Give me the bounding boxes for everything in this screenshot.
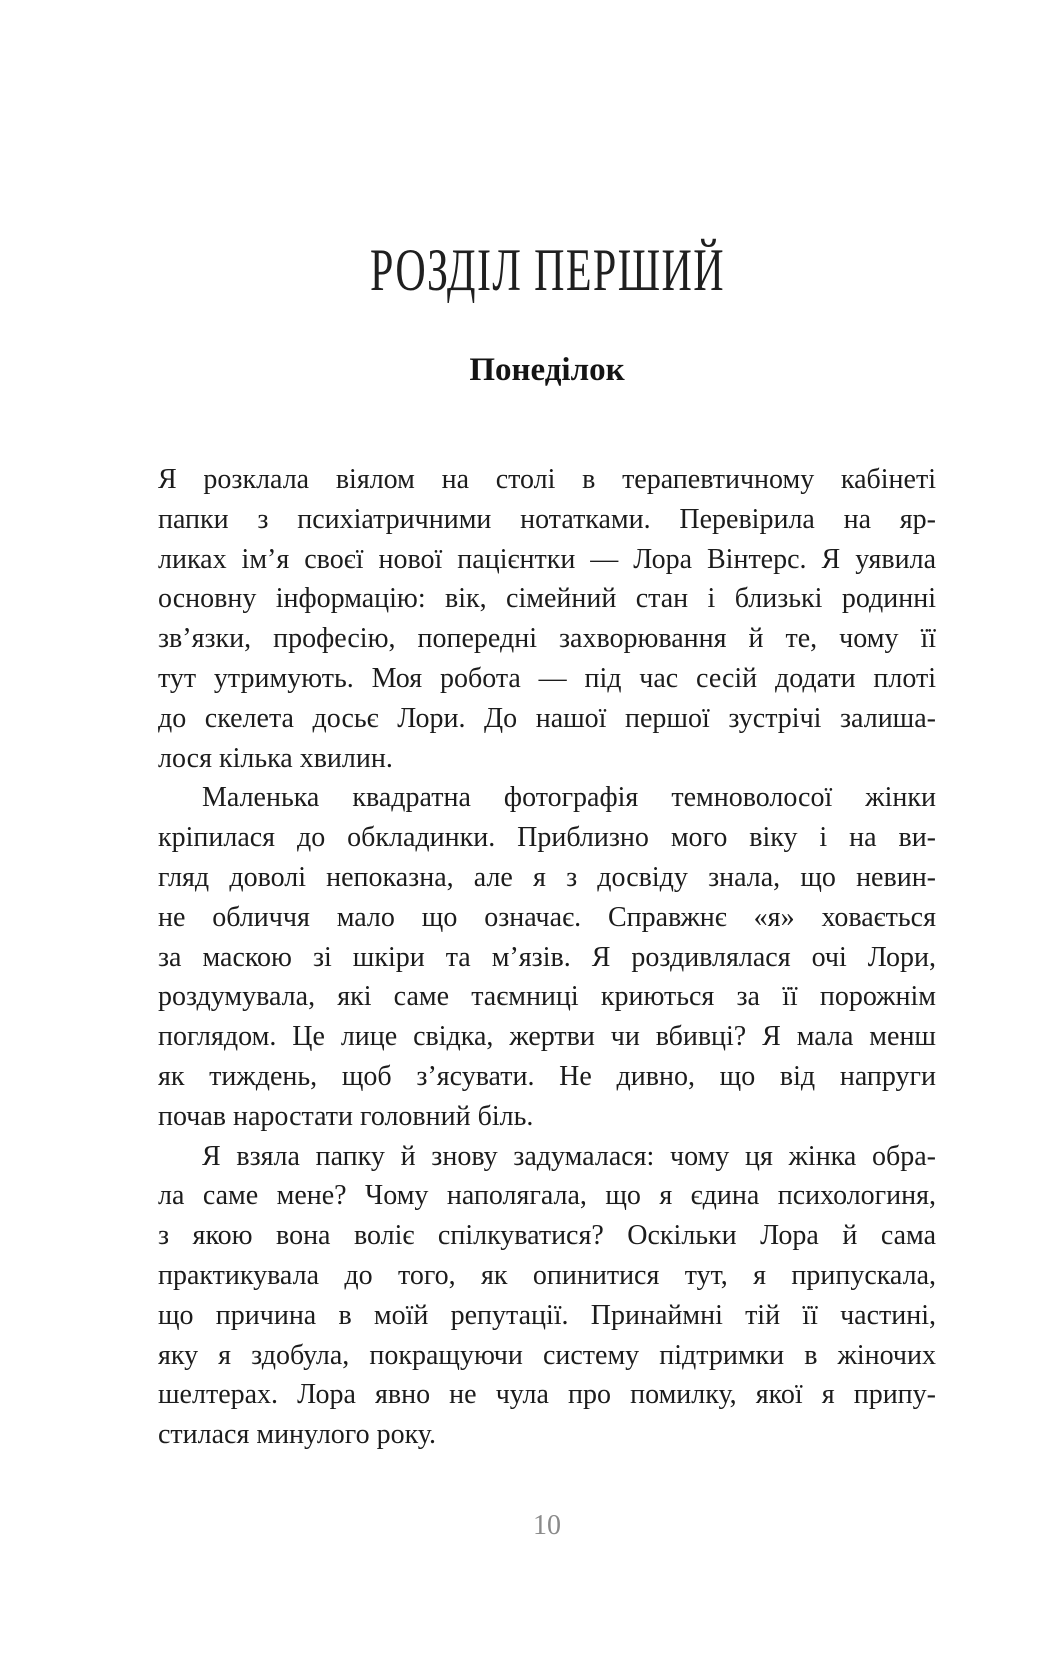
text-line: за маскою зі шкіри та м’язів. Я роздивлялася очі Лори, xyxy=(158,941,936,973)
text-line: ликах ім’я своєї нової пацієнтки — Лора Вінтерс. Я уявила xyxy=(158,543,936,575)
text-line: Я розклала віялом на столі в терапевтичному кабінеті xyxy=(158,464,936,495)
text-line: Маленька квадратна фотографія темноволосої жінки xyxy=(202,782,936,814)
chapter-title xyxy=(158,238,936,302)
text-line: що причина в моїй репутації. Принаймні тій її частині, xyxy=(158,1299,936,1331)
text-line: не обличчя мало що означає. Справжнє «я» ховається xyxy=(158,901,936,933)
paragraph xyxy=(158,778,936,1136)
text-line: з якою вона воліє спілкуватися? Оскільки Лора й сама xyxy=(158,1220,936,1252)
page-number: 10 xyxy=(533,1510,561,1541)
text-line: поглядом. Це лице свідка, жертви чи вбивці? Я мала менш xyxy=(158,1021,936,1053)
body-text xyxy=(158,460,936,1455)
text-line: яку я здобула, покращуючи систему підтримки в жіночих xyxy=(158,1339,936,1371)
text-line: практикувала до того, як опинитися тут, я припускала, xyxy=(158,1259,936,1291)
chapter-subtitle: Понеділок xyxy=(469,352,625,388)
text-line: почав наростати головний біль. xyxy=(158,1100,534,1132)
chapter-title-text: РОЗДІЛ ПЕРШИЙ xyxy=(369,237,725,303)
text-line: роздумувала, які саме таємниці криються за її порожнім xyxy=(158,981,936,1013)
paragraph xyxy=(158,460,936,778)
text-line: Я взяла папку й знову задумалася: чому ця жінка обра- xyxy=(202,1140,936,1172)
text-line: папки з психіатричними нотатками. Перевірила на яр- xyxy=(158,503,936,535)
paragraph xyxy=(158,1137,936,1455)
text-line: лося кілька хвилин. xyxy=(158,742,393,774)
text-line: зв’язки, професію, попередні захворювання й те, чому її xyxy=(158,623,936,655)
text-line: тут утримують. Моя робота — під час сесій додати плоті xyxy=(158,662,936,694)
text-line: до скелета досьє Лори. До нашої першої зустрічі залиша- xyxy=(158,702,936,734)
text-line: кріпилася до обкладинки. Приблизно мого віку і на ви- xyxy=(158,822,936,854)
text-line: гляд доволі непоказна, але я з досвіду знала, що невин- xyxy=(158,861,936,893)
text-line: основну інформацію: вік, сімейний стан і близькі родинні xyxy=(158,583,936,615)
text-line: шелтерах. Лора явно не чула про помилку, якої я припу- xyxy=(158,1379,936,1411)
text-line: ла саме мене? Чому наполягала, що я єдина психологиня, xyxy=(158,1180,936,1212)
text-line: як тиждень, щоб з’ясувати. Не дивно, що від напруги xyxy=(158,1060,936,1092)
text-line: стилася минулого року. xyxy=(158,1419,436,1451)
